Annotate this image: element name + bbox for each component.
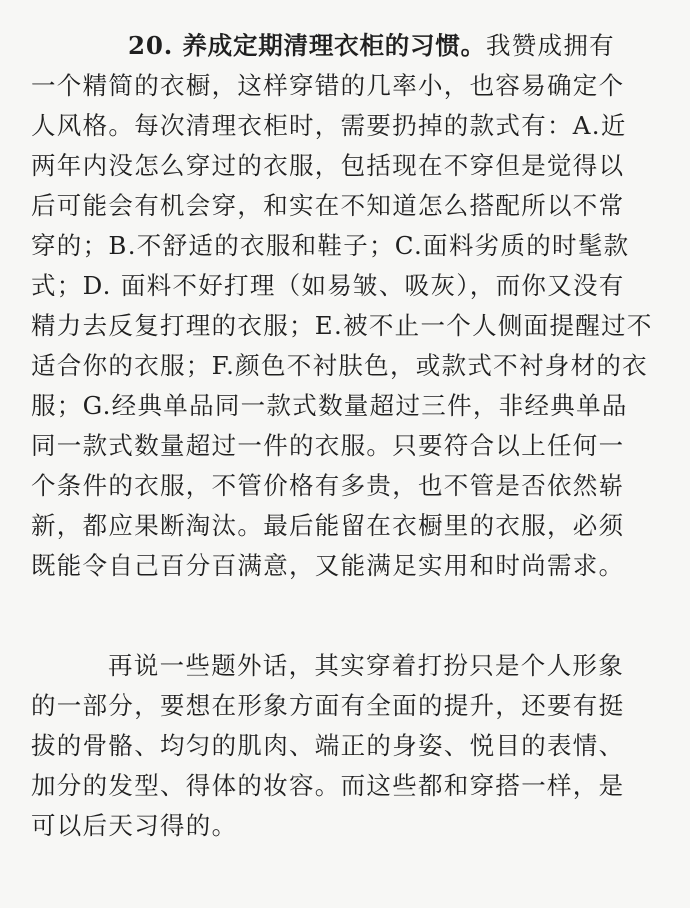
paragraph-1-line-6: 穿的；B.不舒适的衣服和鞋子；C.面料劣质的时髦款: [31, 231, 630, 260]
paragraph-2-line-1: 再说一些题外话，其实穿着打扮只是个人形象: [108, 651, 624, 680]
paragraph-1-line-2: 一个精简的衣橱，这样穿错的几率小，也容易确定个: [31, 71, 625, 100]
paragraph-1-line-1: [128, 26, 690, 66]
paragraph-1-line-7: 式；D. 面料不好打理（如易皱、吸灰），而你又没有: [31, 271, 625, 300]
paragraph-1-text: 我赞成拥有: [485, 31, 615, 60]
paragraph-2-line-4: 加分的发型、得体的妆容。而这些都和穿搭一样，是: [31, 771, 625, 800]
paragraph-1-line-13: 新，都应果断淘汰。最后能留在衣橱里的衣服，必须: [31, 511, 625, 540]
section-heading: 20. 养成定期清理衣柜的习惯。: [128, 31, 486, 60]
paragraph-1-line-12: 个条件的衣服，不管价格有多贵，也不管是否依然崭: [31, 471, 625, 500]
paragraph-1-line-4: 两年内没怎么穿过的衣服，包括现在不穿但是觉得以: [31, 151, 625, 180]
paragraph-1-line-14: 既能令自己百分百满意，又能满足实用和时尚需求。: [31, 551, 625, 580]
paragraph-2-line-3: 拔的骨骼、均匀的肌肉、端正的身姿、悦目的表情、: [31, 731, 625, 760]
paragraph-2-line-5: 可以后天习得的。: [31, 811, 238, 840]
paragraph-1-line-10: 服；G.经典单品同一款式数量超过三件，非经典单品: [31, 391, 628, 420]
paragraph-1-line-3: 人风格。每次清理衣柜时，需要扔掉的款式有：A.近: [31, 111, 627, 140]
paragraph-1-line-5: 后可能会有机会穿，和实在不知道怎么搭配所以不常: [31, 191, 625, 220]
paragraph-1-line-9: 适合你的衣服；F.颜色不衬肤色，或款式不衬身材的衣: [31, 351, 648, 380]
paragraph-1-line-11: 同一款式数量超过一件的衣服。只要符合以上任何一: [31, 431, 625, 460]
paragraph-1-line-8: 精力去反复打理的衣服；E.被不止一个人侧面提醒过不: [31, 311, 653, 340]
paragraph-2-line-2: 的一部分，要想在形象方面有全面的提升，还要有挺: [31, 691, 625, 720]
